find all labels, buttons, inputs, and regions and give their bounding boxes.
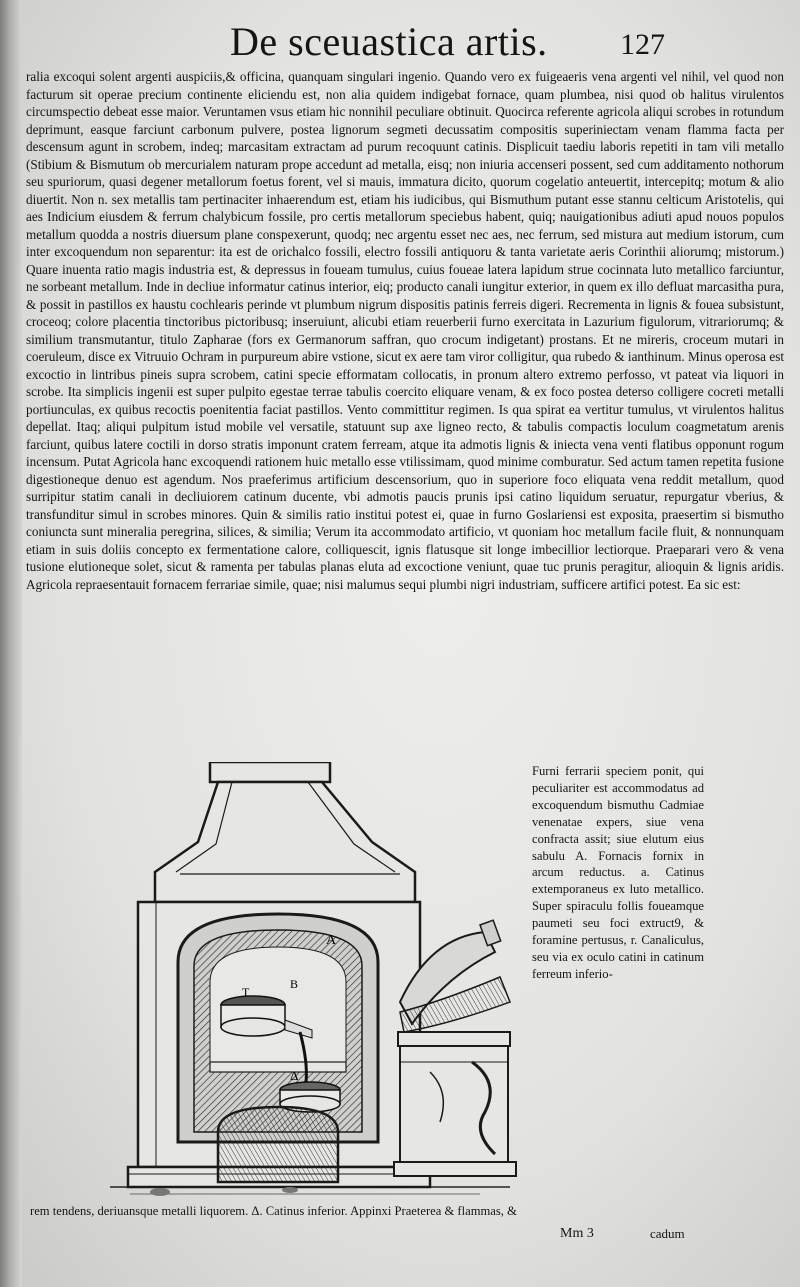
page-header bbox=[0, 18, 800, 68]
catchword: cadum bbox=[650, 1226, 685, 1241]
figure-label-b: B bbox=[290, 977, 299, 991]
furnace-woodcut-illustration bbox=[100, 762, 530, 1202]
figure-label-a: A bbox=[326, 933, 337, 948]
figure-label-t: T bbox=[242, 985, 250, 999]
binding-gutter bbox=[0, 0, 22, 1287]
figure-label-delta: Δ bbox=[290, 1068, 299, 1083]
main-text-block: ralia excoqui solent argenti auspiciis,& officina, quanquam singulari ingenio. Quando vero ex fuigeaeris vena argenti vel nihil, vel quod non facturum sit operae precium continente eliciendu est, non alia quidem indigebat fornace, quam plumbea, nisi quod ob halitus virulentos circumspectio debeat esse maior. Veruntamen vsus etiam hic nonnihil peculiare obtinuit. Quocirca referente agricola aliqui scrobes in rotundum deprimunt, easque farciunt carbonum pulvere, postea lignorum segmeti decussatim compositis superiniectam venam flamma facta per descensum agunt in scrobem, indeq; marcasitam extractam ad purum recoquunt catinis. Displicuit taediu laboris repetiti in tam vili metallo (Stibium & Bismutum ob mercurialem naturam prope accedunt ad metalla, eisq; non iniuria accenseri possent, sed cum additamento nothorum seu spuriorum, quasi degener metallorum foetus forent, vel si mauis, immatura dicito, quorum cogelatio anteuertit, intercepitq; motum & alio diuertit. Non n. sex metallis tam pertinaciter inhaerendum est, etiam his iudicibus, qui Bismuthum putant esse stannu celticum Aristotelis, qui aes Indicium eiusdem & ferrum chalybicum fossile, pro certis metallorum speciebus habent, quiq; nauigationibus adiuti apud nouos populos metallum quodda a nostris diuersum plane conspexerunt, quodq; nec argentu esset nec aes, nec ferrum, sed mistura aut medium istorum, cum inter excoquendum non separentur: ita est de orichalco fossili, electro fossili antiquoru & tanta varietate aeris Corinthii aliorumq; mistorum.) Quare inuenta ratio magis industria est, & depressus in foueam tumulus, cuius foueae latera lapidum strue cocinnata luto metallico farciuntur, ne sorbeant metallum. Inde in decliue informatur catinus interior, eiq; producto canali iungitur exterior, in quem ex illo defluat marcasitha pura, & possit in pastillos ex haustu cochlearis perinde vt plumbum nigrum dispositis patinis ferreis digeri. Recrementa in lignis & fouea subsistunt, croceoq; colore placentia tinctoribus pictoribusq; inseruiunt, alicubi etiam reuerberii furno exercitata in Lazurium figulorum, vitrariorumq; & similium transmutantur, titulo Zapharae (fors ex Germanorum saffran, quo crocum indigetant) prostans. Et ne mireris, croceum mutari in coeruleum, disce ex Vitruuio Ochram in purpureum abire vstione, sicut ex aere tam viror colligitur, qua rubedo & ianthinum. Minus operosa est excoctio in lintribus pineis supra scrobem, catini specie efformatam collocatis, in pronum altero extremo perfosso, vt pateat via liquori in scrobe. Ita simplicis ingenii est super pulpito egestae terrae tabulis coercito eliquare venam, & ex foco postea deterso colligere cocreti metalli portiunculas, ex quibus recoctis poenitentia faciat pastillos. Vento committitur regimen. Is qua spirat ea vertitur tumulus, vt virulentos halitus depellat. Itaq; aliqui pulpitum istud mobile vel versatile, statuunt sup axe ligneo recto, & tabulis compactis loculum coagmetatum arenis farciunt, quibus latere coctili in dorso stratis imponunt cratem ferream, atque ita admotis lignis & iniecta vena venti flatibus opponunt rogum incensum. Putat Agricola hanc excoquendi rationem huic metallo esse vtilissimam, quod minime comburatur. Sed actum tamen repetita fusione digestioneque denuo est agendum. Nos praeferimus artificium descensorium, quo in superiore foco eliquata vena reddit metallum, quod surripitur statim canali in decliuiorem catinum ducente, vbi admotis paucis prunis ipsi catino liquidum seruatur, repurgatur vberius, & transfunditur simul in scrobes minores. Quin & similis ratio institui potest ei, quae in furno Goslariensi est exposita, praesertim si bismutho coniuncta sunt mineralia peregrina, silices, & similia; Verum ita accommodato artificio, vt quoniam hoc metallum facile fluit, & nonnunquam etiam in suis doliis concepto ex fermentatione calore, colliquescit, ignis flatusque sit longe imbecillior lectiorque. Praeparari vero & vena tusione elutioneque solet, sicut & ramenta per tabulas planas eluta ad excoctione veniunt, quae tuc prunis peragitur, alioquin & lignis aridis. Agricola repraesentauit fornacem ferrariae simile, quae; nisi malumus sequi plumbi nigri industriam, sufficere artifici potest. Ea sic est: bbox=[26, 69, 784, 592]
running-title: De sceuastica artis. bbox=[230, 19, 548, 64]
signature-mark: Mm 3 bbox=[560, 1226, 594, 1241]
figure-caption-line: rem tendens, deriuansque metalli liquorem. Δ. Catinus inferior. Appinxi Praeterea & flammas, & bbox=[30, 1204, 517, 1218]
page-number: 127 bbox=[620, 28, 665, 61]
side-text-column: Furni ferrarii speciem ponit, qui peculiariter est accommodatus ad excoquendum bismuthu Cadmiae venenatae expers, siue vena confracta assit; siue elutum eius sabulu A. Fornacis fornix in arcum reductus. a. Catinus extemporaneus ex luto metallico. Super spiraculu follis foueamque paumeti seu foci extruct9, & foramine pertusus, r. Canaliculus, seu via ex oculo catini in catinum ferreum inferio- bbox=[532, 764, 704, 981]
